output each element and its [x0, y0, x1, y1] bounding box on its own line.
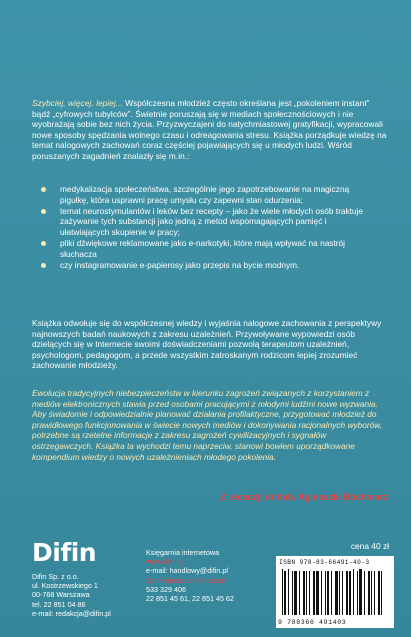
- list-item: czy instagramowanie e-papierosy jako przepis na bycie modnym.: [60, 260, 376, 271]
- barcode-bar: [349, 571, 351, 615]
- barcode-bar: [331, 571, 332, 615]
- barcode-bar: [294, 571, 297, 615]
- barcode-bar: [309, 571, 310, 615]
- isbn-barcode: [276, 556, 394, 628]
- barcode-bar: [353, 569, 354, 615]
- summary-paragraph: Książka odwołuje się do współczesnej wiedzy i wyjaśnia nalogowe zachowania z perspektywy najnowszych badań naukowych z zakresu uzależnień. Przywoływane wypowiedzi osób dzielących się w Internecie swoimi doświadczeniami pozwolą terapeutom uzależnień, psychologom, pedagogom, a przede wszystkim zatroskanym rodzicom lepiej zrozumieć zachowanie młodzieży.: [32, 318, 382, 371]
- publisher-logo: [32, 540, 122, 566]
- publisher-address: [32, 572, 111, 618]
- ean-text: 9 788366 491403: [278, 619, 347, 626]
- review-quote: Ewolucja tradycyjnych niebezpieczeństw w kierunku zagrożeń związanych z korzystaniem z mediów elektronicznych stawia przed osobami pracującymi z młodymi ludźmi nowe wyzwania. Aby świadomie i odpowiedzialnie planować działania profilaktyczne, przygotować młodzież do prawidłowego funkcjonowania w świecie nowych mediów i dokonywania racjonalnych wyborów, potrzebne są rzetelne informacje z zakresu zagrożeń cywilizacyjnych i sygnałów ostrzegawczych. Książka ta wychodzi temu naprzeciw, stanowi bowiem uporządkowane kompendium wiedzy o nowych uzależnieniach młodego pokolenia.: [32, 388, 383, 462]
- list-item: pliki dźwiękowe reklamowane jako e-narkotyki, które mają wpływać na nastrój słuchacza: [60, 238, 376, 259]
- publisher-line: tel. 22 851 04 86: [32, 599, 86, 609]
- shop-email: e-mail: handlowy@difin.pl: [146, 566, 229, 576]
- barcode-bar: [381, 571, 382, 615]
- barcode-bar: [374, 571, 375, 615]
- barcode-bar: [327, 571, 329, 615]
- isbn-text: ISBN 978-83-66491-40-3: [279, 559, 370, 566]
- intro-paragraph: [32, 98, 388, 162]
- barcode-bar: [303, 571, 305, 615]
- shop-url: www.difin.pl: [146, 557, 184, 567]
- intro-body: Współczesna młodzież często określana jest „pokoleniem instant” bądź „cyfrowych tubylców”. Świetnie poruszają się w mediach społecznościowych i nie wyobrażają sobie bez nich życia. Przyzwyczajeni do natychmiastowej gratyfikacji, wypracowali nowe sposoby spędzania wolnego czasu i odreagowania stresu. Książka porządkuje wiedzę na temat nalogowych zachowań coraz częściej pojawiających się u młodych ludzi. Wśród poruszanych zagadnień znalazły się m.in.:: [32, 98, 387, 161]
- publisher-line: ul. Kostrzewskiego 1: [32, 581, 98, 591]
- list-item: temat neurostymulantów i leków bez recepty – jako że wiele młodych osób traktuje zażywanie tych substancji jako jedną z metod wspomagających pamięć i ułatwiających skupienie w pracy;: [60, 206, 376, 238]
- shop-title: Księgarnia internetowa: [146, 548, 220, 557]
- barcode-bar: [371, 571, 372, 615]
- barcode-bar: [342, 571, 343, 615]
- barcode-bar: [292, 571, 293, 615]
- barcode-bar: [284, 571, 286, 615]
- barcode-bars: [282, 569, 388, 615]
- barcode-bar: [368, 571, 370, 615]
- list-item: medykalizacja społeczeństwa, szczególnie jego zapotrzebowanie na magiczną pigułkę, która usprawni pracę umysłu czy zapewni stan odurzenia;: [60, 184, 376, 205]
- barcode-bar: [364, 571, 365, 615]
- topics-list: [60, 184, 376, 271]
- barcode-bar: [316, 571, 319, 615]
- shop-phone: 22 851 45 61, 22 851 45 62: [146, 594, 234, 604]
- barcode-bar: [346, 571, 348, 615]
- publisher-logo-text: Difin: [32, 538, 97, 567]
- barcode-bar: [282, 569, 283, 615]
- price-label: cena 40 zł: [350, 541, 389, 551]
- barcode-bar: [299, 571, 300, 615]
- barcode-bar: [339, 571, 340, 615]
- shop-orders-label: Zamówienia telefoniczne: [146, 575, 226, 585]
- publisher-line: 00-768 Warszawa: [32, 590, 90, 600]
- publisher-line: e-mail: redakcja@difin.pl: [32, 608, 111, 618]
- intro-lead: Szybciej, więcej, lepiej...: [32, 98, 123, 108]
- barcode-bar: [321, 571, 322, 615]
- barcode-bar: [357, 571, 358, 615]
- barcode-bar: [335, 571, 338, 615]
- publisher-line: Difin Sp. z o.o.: [32, 572, 79, 581]
- barcode-bar: [359, 569, 362, 615]
- shop-info: [146, 548, 234, 603]
- barcode-bar: [325, 571, 326, 615]
- barcode-bar: [306, 571, 307, 615]
- barcode-bar: [313, 571, 315, 615]
- shop-phone: 533 329 406: [146, 584, 186, 594]
- barcode-bar: [378, 571, 380, 615]
- barcode-bar: [288, 569, 289, 615]
- review-attribution: Z recenzji dr hab. Agnieszki Bochniarz: [220, 492, 388, 502]
